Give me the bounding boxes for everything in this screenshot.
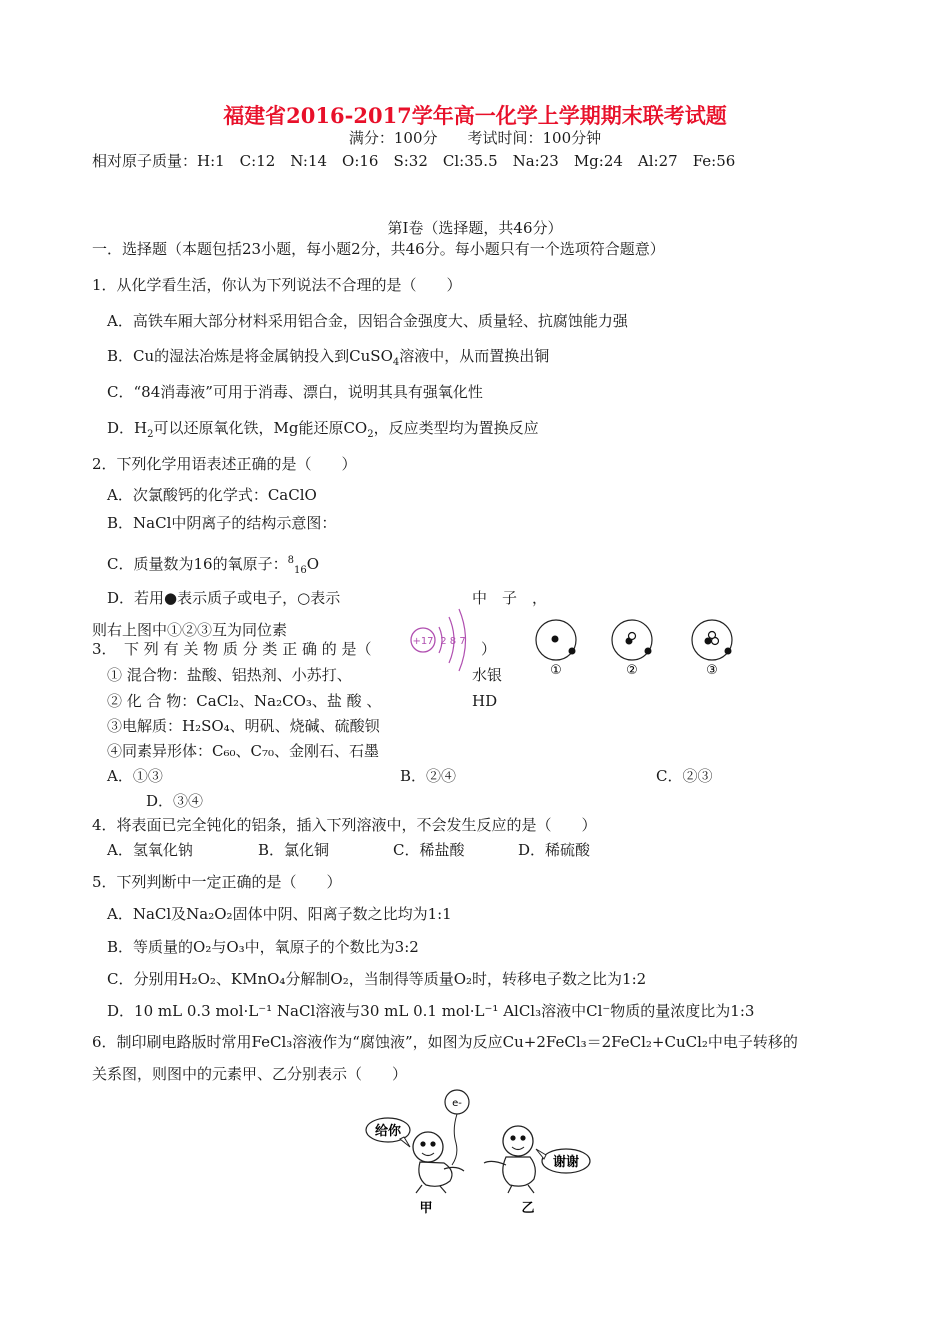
- electron-transfer-cartoon: [360, 1085, 600, 1220]
- page-title: 福建省2016-2017学年高一化学上学期期末联考试题: [223, 103, 727, 128]
- q1-option-b: B．Cu的湿法冶炼是将金属钠投入到CuSO$_4$溶液中，从而置换出铜: [107, 347, 550, 368]
- nucleus-charge: +17: [412, 636, 434, 647]
- q1-stem: 1．从化学看生活，你认为下列说法不合理的是（ ）: [92, 276, 462, 294]
- q3-stem: 3． 下 列 有 关 物 质 分 类 正 确 的 是（: [92, 640, 372, 658]
- bubble-left-text: 给你: [374, 1124, 402, 1139]
- q3-option-a: A．①③: [107, 767, 163, 785]
- atom-2-label: ②: [626, 663, 638, 678]
- q1-option-d: D．$H_2$可以还原氧化铁，Mg能还原$CO_2$，反应类型均为置换反应: [107, 419, 539, 440]
- q2-option-d-part2: 中 子 ，: [472, 589, 548, 607]
- q3-stem-end: ）: [481, 640, 497, 658]
- chloride-ion-structure-diagram: [405, 605, 475, 675]
- q5-option-a: A．NaCl及Na₂O₂固体中阴、阳离子数之比均为1:1: [107, 905, 452, 923]
- q3-option-b: B．②④: [400, 767, 457, 785]
- q1-option-c: C．“84消毒液”可用于消毒、漂白，说明其具有强氧化性: [107, 383, 483, 401]
- q5-stem: 5．下列判断中一定正确的是（ ）: [92, 873, 342, 891]
- score-time: 满分：100分 考试时间：100分钟: [348, 129, 602, 147]
- shell-electron-counts: 2 8 7: [440, 636, 466, 647]
- q3-option-d: D．③④: [146, 792, 204, 810]
- label-yi: 乙: [521, 1201, 535, 1216]
- q5-option-d: D．10 mL 0.3 mol·L⁻¹ NaCl溶液与30 mL 0.1 mol·L⁻¹ AlCl₃溶液中Cl⁻物质的量浓度比为1:3: [107, 1002, 755, 1020]
- isotope-atom-diagrams: [528, 618, 748, 678]
- bubble-right-text: 谢谢: [552, 1155, 580, 1170]
- q4-option-a: A．氢氧化钠: [107, 841, 193, 859]
- atom-1-label: ①: [550, 663, 562, 678]
- q4-option-d: D．稀硫酸: [518, 841, 591, 859]
- q3-item-1: ① 混合物：盐酸、铝热剂、小苏打、: [107, 666, 352, 684]
- speech-bubble-left: [366, 1118, 410, 1147]
- q4-option-b: B．氯化铜: [258, 841, 330, 859]
- atom-2: [612, 620, 652, 678]
- q3-item-1-end: 水银: [472, 666, 503, 684]
- q2-option-b: B．NaCl中阴离子的结构示意图：: [107, 514, 337, 532]
- q2-option-c: C．质量数为16的氧原子：$^8_{16}$O: [107, 555, 319, 576]
- q3-item-3: ③电解质：H₂SO₄、明矾、烧碱、硫酸钡: [107, 717, 380, 735]
- electron-balloon: [445, 1090, 469, 1165]
- q2-option-d-part1: D．若用●表示质子或电子，○表示: [107, 589, 341, 607]
- atom-3: [692, 620, 732, 678]
- q3-item-4: ④同素异形体：C₆₀、C₇₀、金刚石、石墨: [107, 742, 380, 760]
- atom-1: [536, 620, 576, 678]
- q2-option-a: A．次氯酸钙的化学式：CaClO: [107, 486, 317, 504]
- atom-3-label: ③: [706, 663, 718, 678]
- atomic-mass-line: 相对原子质量：H:1 C:12 N:14 O:16 S:32 Cl:35.5 Na:23 Mg:24 Al:27 Fe:56: [92, 152, 736, 170]
- label-jia: 甲: [419, 1201, 433, 1216]
- section-heading: 第Ⅰ卷（选择题，共46分）: [387, 219, 563, 237]
- q3-item-2: ② 化 合 物：CaCl₂、Na₂CO₃、盐 酸 、: [107, 692, 382, 710]
- electron-label: e-: [452, 1098, 462, 1109]
- q5-option-c: C．分别用H₂O₂、KMnO₄分解制O₂，当制得等质量O₂时，转移电子数之比为1:2: [107, 970, 647, 988]
- q2-option-d-part3: 则右上图中①②③互为同位素: [92, 621, 288, 639]
- speech-bubble-right: [536, 1149, 590, 1173]
- q2-stem: 2．下列化学用语表述正确的是（ ）: [92, 455, 357, 473]
- q3-item-2-end: HD: [472, 692, 498, 710]
- q3-option-c: C．②③: [656, 767, 713, 785]
- q1-option-a: A．高铁车厢大部分材料采用铝合金，因铝合金强度大、质量轻、抗腐蚀能力强: [107, 312, 628, 330]
- q5-option-b: B．等质量的O₂与O₃中，氧原子的个数比为3:2: [107, 938, 419, 956]
- q6-stem-line1: 6．制印刷电路版时常用FeCl₃溶液作为“腐蚀液”，如图为反应Cu+2FeCl₃＝2FeCl₂+CuCl₂中电子转移的: [92, 1033, 798, 1051]
- section-instruction: 一．选择题（本题包括23小题，每小题2分，共46分。每小题只有一个选项符合题意）: [92, 240, 665, 258]
- q6-stem-line2: 关系图，则图中的元素甲、乙分别表示（ ）: [92, 1065, 408, 1083]
- q4-option-c: C．稀盐酸: [393, 841, 465, 859]
- character-yi: [484, 1126, 535, 1216]
- q4-stem: 4．将表面已完全钝化的铝条，插入下列溶液中，不会发生反应的是（ ）: [92, 816, 597, 834]
